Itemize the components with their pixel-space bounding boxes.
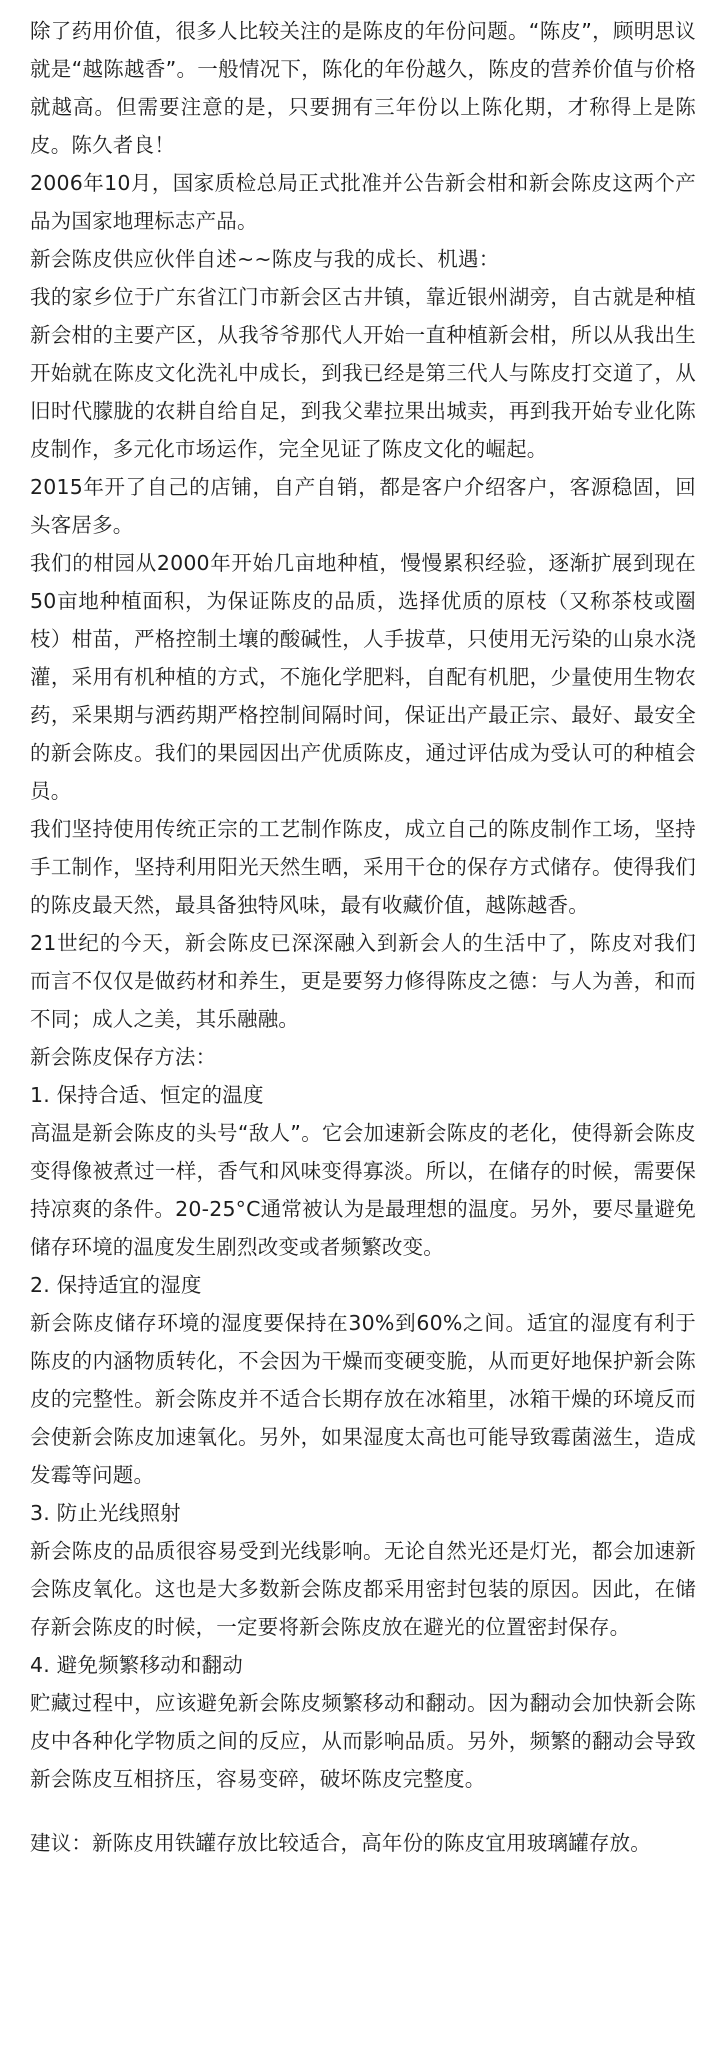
- storage-humidity-heading: 2. 保持适宜的湿度: [30, 1273, 202, 1297]
- paragraph-vintage-intro: 除了药用价值，很多人比较关注的是陈皮的年份问题。“陈皮”，顾明思议就是“越陈越香”。一般情况下，陈化的年份越久，陈皮的营养价值与价格就越高。但需要注意的是，只要拥有三年份以上陈化期，才称得上是陈皮。陈久者良！: [30, 19, 696, 157]
- paragraph-orchard: 我们的柑园从2000年开始几亩地种植，慢慢累积经验，逐渐扩展到现在50亩地种植面积，为保证陈皮的品质，选择优质的原枝（又称茶枝或圈枝）柑苗，严格控制土壤的酸碱性，人手拔草，只使用无污染的山泉水浇灌，采用有机种植的方式，不施化学肥料，自配有机肥，少量使用生物农药，采果期与洒药期严格控制间隔时间，保证出产最正宗、最好、最安全的新会陈皮。我们的果园因出产优质陈皮，通过评估成为受认可的种植会员。: [30, 551, 696, 803]
- storage-movement-text: 贮藏过程中，应该避免新会陈皮频繁移动和翻动。因为翻动会加快新会陈皮中各种化学物质之间的反应，从而影响品质。另外，频繁的翻动会导致新会陈皮互相挤压，容易变碎，破坏陈皮完整度。: [30, 1691, 696, 1791]
- paragraph-craft: 我们坚持使用传统正宗的工艺制作陈皮，成立自己的陈皮制作工场，坚持手工制作，坚持利用阳光天然生晒，采用干仓的保存方式储存。使得我们的陈皮最天然，最具备独特风味，最有收藏价值，越陈越香。: [30, 817, 696, 917]
- paragraph-shop: 2015年开了自己的店铺，自产自销，都是客户介绍客户，客源稳固，回头客居多。: [30, 475, 696, 537]
- storage-methods-heading: 新会陈皮保存方法：: [30, 1045, 217, 1069]
- paragraph-virtue: 21世纪的今天，新会陈皮已深深融入到新会人的生活中了，陈皮对我们而言不仅仅是做药材和养生，更是要努力修得陈皮之德：与人为善，和而不同；成人之美，其乐融融。: [30, 931, 696, 1031]
- storage-temperature-text: 高温是新会陈皮的头号“敌人”。它会加速新会陈皮的老化，使得新会陈皮变得像被煮过一样，香气和风味变得寡淡。所以，在储存的时候，需要保持凉爽的条件。20-25°C通常被认为是最理想的温度。另外，要尽量避免储存环境的温度发生剧烈改变或者频繁改变。: [30, 1121, 696, 1259]
- paragraph-supplier-heading: 新会陈皮供应伙伴自述~~陈皮与我的成长、机遇：: [30, 247, 500, 271]
- storage-light-heading: 3. 防止光线照射: [30, 1501, 181, 1525]
- storage-suggestion: 建议：新陈皮用铁罐存放比较适合，高年份的陈皮宜用玻璃罐存放。: [30, 1831, 651, 1855]
- paragraph-hometown: 我的家乡位于广东省江门市新会区古井镇，靠近银州湖旁，自古就是种植新会柑的主要产区，从我爷爷那代人开始一直种植新会柑，所以从我出生开始就在陈皮文化洗礼中成长，到我已经是第三代人与陈皮打交道了，从旧时代朦胧的农耕自给自足，到我父辈拉果出城卖，再到我开始专业化陈皮制作，多元化市场运作，完全见证了陈皮文化的崛起。: [30, 285, 696, 461]
- paragraph-geographic-indication: 2006年10月，国家质检总局正式批准并公告新会柑和新会陈皮这两个产品为国家地理标志产品。: [30, 171, 696, 233]
- storage-humidity-text: 新会陈皮储存环境的湿度要保持在30%到60%之间。适宜的湿度有利于陈皮的内涵物质转化，不会因为干燥而变硬变脆，从而更好地保护新会陈皮的完整性。新会陈皮并不适合长期存放在冰箱里，冰箱干燥的环境反而会使新会陈皮加速氧化。另外，如果湿度太高也可能导致霉菌滋生，造成发霉等问题。: [30, 1311, 696, 1487]
- storage-movement-heading: 4. 避免频繁移动和翻动: [30, 1653, 243, 1677]
- storage-temperature-heading: 1. 保持合适、恒定的温度: [30, 1083, 264, 1107]
- storage-light-text: 新会陈皮的品质很容易受到光线影响。无论自然光还是灯光，都会加速新会陈皮氧化。这也是大多数新会陈皮都采用密封包装的原因。因此，在储存新会陈皮的时候，一定要将新会陈皮放在避光的位置密封保存。: [30, 1539, 696, 1639]
